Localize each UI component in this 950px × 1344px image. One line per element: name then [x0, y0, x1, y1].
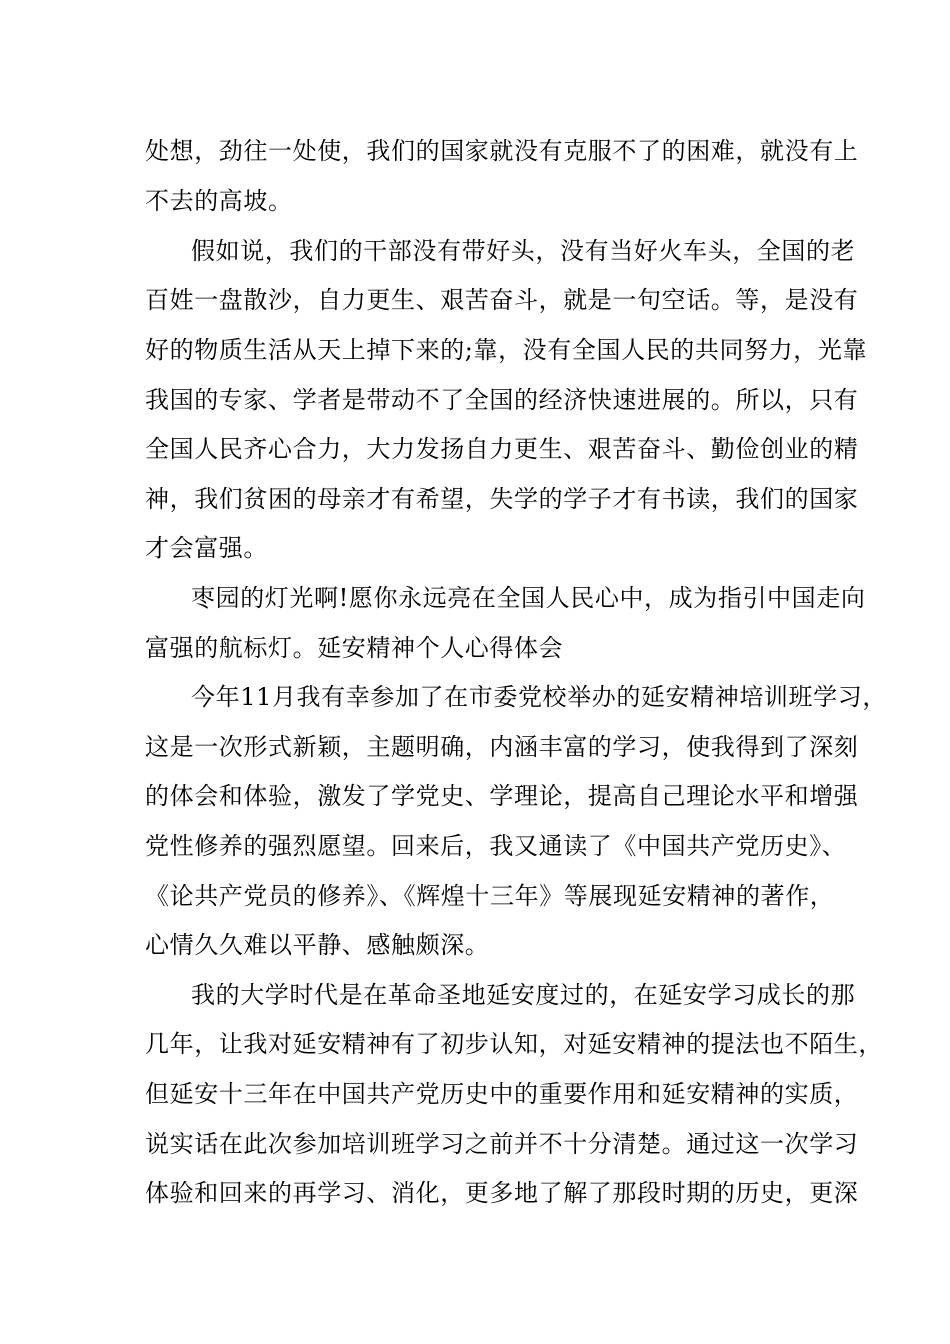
text-line: 我国的专家、学者是带动不了全国的经济快速进展的。所以，只有: [145, 386, 859, 414]
text-line: 但延安十三年在中国共产党历史中的重要作用和延安精神的实质，: [145, 1080, 859, 1108]
text-line: 说实话在此次参加培训班学习之前并不十分清楚。通过这一次学习: [145, 1130, 859, 1158]
text-line: 心情久久难以平静、感触颇深。: [145, 931, 490, 959]
text-line: 才会富强。: [145, 534, 268, 562]
text-line: 好的物质生活从天上掉下来的;靠，没有全国人民的共同努力，光靠: [145, 336, 868, 364]
text-line: 体验和回来的再学习、消化，更多地了解了那段时期的历史，更深: [145, 1179, 859, 1207]
paragraph-first-line: 枣园的灯光啊!愿你永远亮在全国人民心中，成为指引中国走向: [191, 584, 866, 612]
paragraph-first-line: 我的大学时代是在革命圣地延安度过的，在延安学习成长的那: [191, 981, 856, 1009]
text-line: 富强的航标灯。延安精神个人心得体会: [145, 634, 564, 662]
text-line: 这是一次形式新颖，主题明确，内涵丰富的学习，使我得到了深刻: [145, 733, 859, 761]
text-line: 的体会和体验，激发了学党史、学理论，提高自己理论水平和增强: [145, 782, 859, 810]
text-line: 《论共产党员的修养》、《辉煌十三年》等展现延安精神的著作，: [145, 882, 835, 910]
text-line: 党性修养的强烈愿望。回来后，我又通读了《中国共产党历史》、: [145, 832, 847, 860]
text-line: 全国人民齐心合力，大力发扬自力更生、艰苦奋斗、勤俭创业的精: [145, 435, 859, 463]
text-line: 百姓一盘散沙，自力更生、艰苦奋斗，就是一句空话。等，是没有: [145, 286, 859, 314]
text-line: 几年，让我对延安精神有了初步认知，对延安精神的提法也不陌生，: [145, 1030, 883, 1058]
text-line: 神，我们贫困的母亲才有希望，失学的学子才有书读，我们的国家: [145, 485, 859, 513]
paragraph-first-line: 假如说，我们的干部没有带好头，没有当好火车头，全国的老: [191, 237, 856, 265]
text-line: 处想，劲往一处使，我们的国家就没有克服不了的困难，就没有上: [145, 137, 859, 165]
paragraph-first-line: 今年11月我有幸参加了在市委党校举办的延安精神培训班学习，: [191, 683, 887, 711]
text-line: 不去的高坡。: [145, 187, 293, 215]
